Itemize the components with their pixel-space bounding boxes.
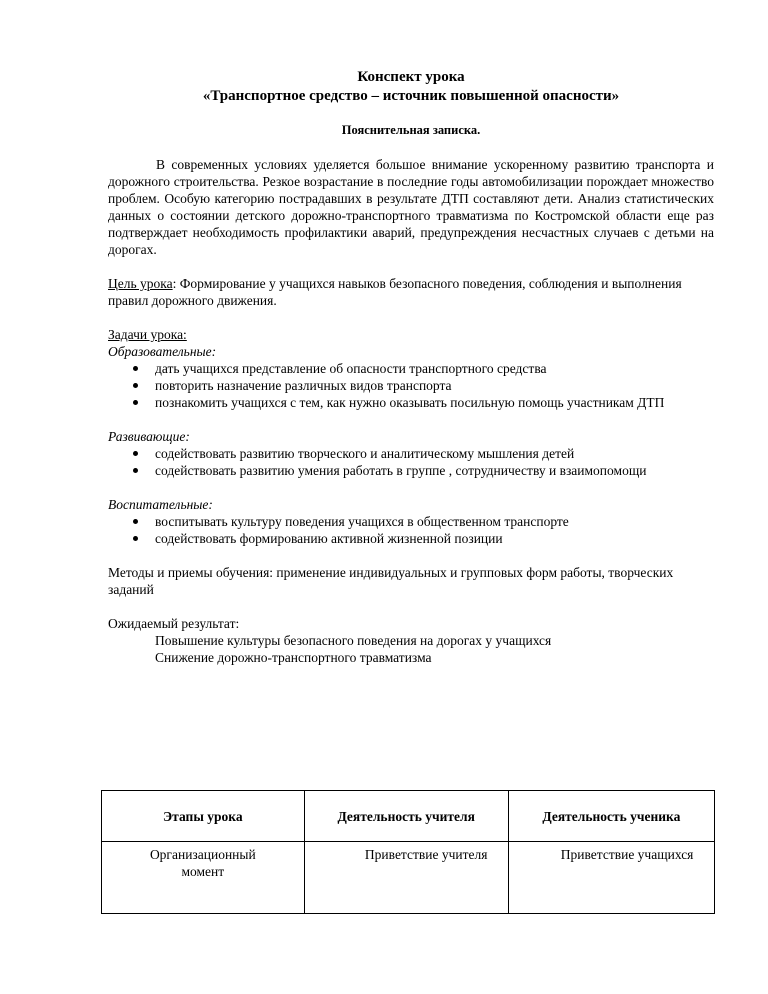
tasks-label: Задачи урока:: [108, 327, 187, 342]
list-item: содействовать формированию активной жизненной позиции: [155, 530, 714, 547]
note-heading: Пояснительная записка.: [341, 123, 481, 137]
header-stages: Этапы урока: [102, 791, 305, 842]
list-item: содействовать развитию творческого и аналитическому мышления детей: [155, 445, 714, 462]
educational-list: [108, 360, 714, 411]
developing-label: Развивающие:: [108, 429, 190, 444]
expected-item: Снижение дорожно-транспортного травматизма: [155, 650, 432, 665]
student-cell-text: Приветствие учащихся: [560, 847, 694, 862]
table-cell: [304, 842, 508, 914]
list-item: воспитывать культуру поведения учащихся в общественном транспорте: [155, 513, 714, 530]
educational-label: Образовательные:: [108, 344, 217, 359]
table-cell: [102, 842, 305, 914]
expected-label: Ожидаемый результат:: [108, 616, 240, 631]
methods-paragraph: Методы и приемы обучения: применение индивидуальных и групповых форм работы, творческих заданий: [108, 565, 674, 597]
document-title-line2: «Транспортное средство – источник повышенной опасности»: [202, 88, 620, 104]
table-header-row: [102, 791, 715, 842]
lesson-table: [101, 790, 715, 914]
table-row: [102, 842, 715, 914]
teacher-cell-text: Приветствие учителя: [364, 847, 488, 862]
intro-paragraph: В современных условиях уделяется большое внимание ускоренному развитию транспорта и дорожного строительства. Резкое возрастание в последние годы автомобилизации порождает множество проблем. Особую категорию пострадавших в результате ДТП составляют дети. Анализ статистических данных о состоянии детского дорожно-транспортного травматизма по Костромской области еще раз подтверждает необходимость профилактики аварий, предупреждения несчастных случаев с детьми на дорогах.: [108, 157, 714, 257]
list-item: познакомить учащихся с тем, как нужно оказывать посильную помощь участникам ДТП: [155, 394, 714, 411]
upbringing-list: [108, 513, 714, 547]
document-title-line1: Конспект урока: [357, 69, 465, 85]
list-item: содействовать развитию умения работать в группе , сотрудничеству и взаимопомощи: [155, 462, 714, 479]
goal-text: : Формирование у учащихся навыков безопасного поведения, соблюдения и выполнения правил дорожного движения.: [108, 276, 682, 308]
header-student: Деятельность ученика: [508, 791, 714, 842]
list-item: дать учащихся представление об опасности транспортного средства: [155, 360, 714, 377]
expected-item: Повышение культуры безопасного поведения на дорогах у учащихся: [155, 633, 552, 648]
developing-list: [108, 445, 714, 479]
upbringing-label: Воспитательные:: [108, 497, 213, 512]
goal-paragraph: [108, 275, 714, 309]
header-teacher: Деятельность учителя: [304, 791, 508, 842]
document-page: [108, 68, 714, 666]
table-cell: [508, 842, 714, 914]
stage-cell-text: Организационный момент: [149, 847, 256, 879]
goal-label: Цель урока: [108, 276, 173, 291]
list-item: повторить назначение различных видов транспорта: [155, 377, 714, 394]
